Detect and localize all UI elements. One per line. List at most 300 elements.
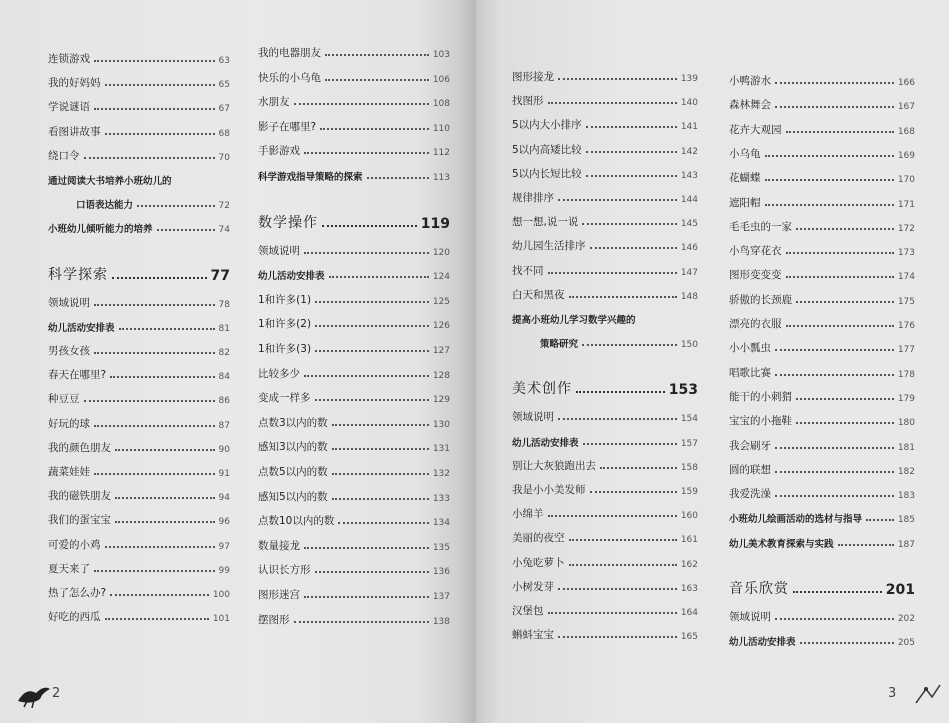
toc-entry-title: 领域说明: [48, 296, 90, 309]
toc-entry: [729, 408, 915, 428]
toc-entry-title: 幼儿园生活排序: [512, 240, 586, 253]
toc-entry: [729, 505, 915, 525]
dot-leader: [119, 328, 215, 330]
toc-page-number: 70: [218, 152, 230, 163]
toc-page-number: 205: [897, 638, 915, 649]
toc-page-number: 77: [210, 267, 230, 284]
dot-leader: [315, 350, 429, 352]
toc-entry-title: 幼儿美术教育探索与实践: [729, 538, 834, 550]
toc-entry-title: 圆的联想: [729, 463, 771, 476]
dot-leader: [775, 349, 894, 351]
toc-entry: [48, 411, 230, 431]
toc-entry-title: 小小瓢虫: [729, 342, 771, 355]
toc-entry-title: 快乐的小乌龟: [258, 71, 321, 84]
toc-entry: [729, 190, 915, 210]
toc-entry-title: 图形变变变: [729, 269, 782, 282]
toc-entry: [512, 258, 698, 278]
toc-entry: [512, 306, 698, 326]
dot-leader: [558, 418, 677, 420]
toc-entry-title: 毛毛虫的一家: [729, 220, 792, 233]
toc-entry-title: 热了怎么办?: [48, 587, 107, 599]
dot-leader: [94, 352, 215, 354]
toc-page-number: 159: [680, 487, 698, 497]
toc-entry: [48, 94, 230, 114]
page-number-right: 3: [888, 686, 897, 701]
toc-entry: [729, 384, 915, 404]
toc-page-number: 158: [680, 462, 698, 473]
toc-entry: [258, 533, 450, 553]
toc-entry-title: 5以内长短比较: [512, 167, 582, 180]
toc-page-number: 168: [897, 126, 915, 137]
toc-page-number: 94: [218, 493, 230, 504]
dot-leader: [558, 636, 677, 638]
toc-page-number: 84: [218, 372, 230, 383]
toc-entry: [48, 604, 230, 624]
toc-page-number: 150: [680, 340, 698, 351]
bird-icon: [14, 679, 54, 709]
toc-entry: [729, 335, 915, 355]
toc-entry: [258, 508, 450, 528]
toc-entry-title: 春天在哪里?: [48, 369, 107, 382]
toc-entry-title: 变成一样多: [258, 392, 311, 405]
toc-page-number: 142: [680, 146, 698, 157]
dot-leader: [294, 621, 429, 623]
dot-leader: [94, 473, 215, 475]
dot-leader: [332, 424, 429, 426]
dot-leader: [765, 204, 894, 206]
toc-entry: [258, 238, 450, 258]
toc-entry: [512, 233, 698, 253]
toc-entry: [48, 215, 230, 235]
toc-entry-title: 1和许多(1): [258, 293, 312, 306]
toc-page-number: 100: [212, 590, 230, 600]
dot-leader: [332, 473, 429, 475]
dot-leader: [105, 546, 215, 548]
toc-entry-title: 小绵羊: [512, 508, 544, 521]
right-page: [476, 0, 949, 723]
toc-entry: [729, 117, 915, 137]
toc-entry-title: 感知3以内的数: [258, 441, 328, 454]
dot-leader: [115, 449, 215, 451]
toc-entry-title: 别让大灰狼跑出去: [512, 459, 596, 472]
bird-icon: [910, 679, 944, 709]
toc-page-number: 179: [897, 393, 915, 404]
dot-leader: [796, 228, 894, 230]
toc-page-number: 174: [897, 272, 915, 283]
toc-entry: [258, 287, 450, 307]
toc-entry-title: 小鸟穿花衣: [729, 245, 782, 258]
toc-entry-title: 领域说明: [729, 611, 771, 623]
dot-leader: [332, 498, 429, 500]
dot-leader: [315, 399, 429, 401]
toc-section-heading: [258, 208, 450, 232]
toc-entry: [258, 311, 450, 331]
toc-entry: [512, 477, 698, 497]
toc-entry-title: 口语表达能力: [76, 200, 134, 212]
toc-entry: [48, 290, 230, 310]
toc-page-number: 72: [218, 201, 230, 212]
toc-section-heading: [48, 260, 230, 284]
dot-leader: [112, 277, 207, 279]
toc-entry: [258, 459, 450, 479]
toc-entry: [729, 311, 915, 331]
toc-entry-title: 影子在哪里?: [258, 120, 317, 133]
dot-leader: [320, 128, 429, 130]
toc-page-number: 144: [680, 195, 698, 205]
toc-entry-title: 学说谜语: [48, 101, 90, 114]
toc-page-number: 140: [680, 98, 698, 109]
dot-leader: [304, 152, 429, 154]
dot-leader: [84, 157, 215, 159]
dot-leader: [590, 247, 677, 249]
toc-page-number: 127: [432, 346, 450, 356]
toc-section-heading: [729, 574, 915, 598]
dot-leader: [94, 570, 215, 572]
toc-entry-title: 图形接龙: [512, 71, 554, 83]
toc-page-number: 97: [218, 541, 230, 552]
toc-entry: [512, 574, 698, 594]
toc-page-number: 187: [897, 539, 915, 550]
toc-page-number: 82: [218, 348, 230, 358]
toc-entry: [258, 410, 450, 430]
toc-entry: [258, 89, 450, 109]
toc-entry: [258, 114, 450, 134]
dot-leader: [548, 612, 677, 614]
dot-leader: [548, 515, 677, 517]
toc-page-number: 164: [680, 608, 698, 618]
toc-page-number: 81: [218, 323, 230, 334]
dot-leader: [315, 571, 429, 573]
toc-page-number: 177: [897, 345, 915, 356]
toc-entry: [512, 550, 698, 570]
toc-page-number: 133: [432, 493, 450, 504]
toc-page-number: 178: [897, 369, 915, 380]
toc-entry-title: 花卉大观园: [729, 123, 782, 136]
toc-entry-title: 绕口令: [48, 149, 80, 162]
dot-leader: [367, 177, 429, 179]
dot-leader: [115, 497, 215, 499]
dot-leader: [569, 564, 677, 566]
toc-entry-title: 领域说明: [512, 411, 554, 424]
toc-page-number: 135: [432, 542, 450, 553]
toc-page-number: 185: [897, 515, 915, 526]
toc-entry-title: 小班幼儿倾听能力的培养: [48, 224, 153, 236]
dot-leader: [304, 252, 429, 254]
toc-entry-title: 幼儿活动安排表: [512, 437, 579, 449]
toc-page-number: 87: [218, 420, 230, 431]
toc-entry: [512, 404, 698, 424]
dot-leader: [793, 591, 882, 593]
toc-entry: [512, 161, 698, 181]
dot-leader: [157, 229, 215, 231]
dot-leader: [775, 106, 894, 108]
toc-page-number: 147: [680, 267, 698, 278]
toc-entry-title: 唱歌比赛: [729, 366, 771, 379]
toc-entry: [258, 65, 450, 85]
dot-leader: [137, 205, 215, 207]
toc-page-number: 170: [897, 175, 915, 186]
toc-page-number: 110: [432, 123, 450, 134]
toc-entry: [729, 481, 915, 501]
toc-entry: [48, 314, 230, 334]
dot-leader: [115, 521, 215, 523]
toc-page-number: 157: [680, 438, 698, 449]
toc-entry: [512, 330, 698, 350]
dot-leader: [94, 108, 215, 110]
toc-entry: [48, 338, 230, 358]
toc-entry: [729, 433, 915, 453]
toc-entry-title: 音乐欣赏: [729, 581, 789, 597]
toc-entry-title: 幼儿活动安排表: [729, 637, 796, 649]
toc-page-number: 183: [897, 491, 915, 502]
toc-page-number: 172: [897, 223, 915, 234]
toc-entry: [512, 137, 698, 157]
toc-page-number: 106: [432, 74, 450, 85]
dot-leader: [582, 223, 676, 225]
toc-entry: [48, 556, 230, 576]
toc-page-number: 129: [432, 395, 450, 406]
toc-page-number: 202: [897, 614, 915, 624]
toc-entry-title: 我的电器朋友: [258, 47, 321, 59]
toc-entry-title: 小乌龟: [729, 147, 761, 160]
toc-entry-title: 男孩女孩: [48, 345, 90, 357]
toc-page-number: 132: [432, 469, 450, 479]
toc-page-number: 78: [218, 299, 230, 310]
dot-leader: [304, 547, 429, 549]
dot-leader: [765, 155, 894, 157]
toc-entry-title: 数学操作: [258, 214, 318, 231]
toc-entry-title: 策略研究: [540, 339, 579, 351]
toc-entry-title: 连锁游戏: [48, 53, 90, 65]
dot-leader: [765, 179, 894, 181]
dot-leader: [94, 60, 215, 62]
toc-page-number: 101: [212, 614, 230, 625]
toc-entry: [48, 362, 230, 382]
toc-entry-title: 种豆豆: [48, 393, 80, 406]
toc-entry: [512, 501, 698, 521]
dot-leader: [105, 618, 209, 620]
toc-entry-title: 小班幼儿绘画活动的选材与指导: [729, 514, 863, 526]
toc-page-number: 65: [218, 80, 230, 91]
toc-entry: [512, 64, 698, 84]
toc-entry-title: 想一想,说一说: [512, 216, 579, 229]
dot-leader: [576, 391, 665, 393]
toc-entry: [48, 532, 230, 552]
toc-page-number: 103: [432, 50, 450, 60]
toc-entry: [512, 598, 698, 618]
toc-page-number: 134: [432, 518, 450, 529]
toc-page-number: 119: [420, 215, 450, 232]
toc-entry: [258, 163, 450, 183]
toc-page-number: 165: [680, 632, 698, 643]
toc-page-number: 113: [432, 173, 450, 183]
toc-page-number: 143: [680, 170, 698, 181]
toc-entry-title: 找图形: [512, 95, 544, 108]
toc-page-number: 136: [432, 567, 450, 578]
toc-page-number: 67: [218, 104, 230, 115]
dot-leader: [329, 276, 429, 278]
dot-leader: [94, 304, 215, 306]
toc-page-number: 68: [218, 128, 230, 139]
toc-page-number: 125: [432, 296, 450, 307]
toc-entry: [48, 459, 230, 479]
dot-leader: [800, 642, 894, 644]
dot-leader: [338, 522, 428, 524]
toc-entry: [729, 457, 915, 477]
toc-entry: [48, 483, 230, 503]
toc-page-number: 180: [897, 418, 915, 429]
toc-entry: [512, 429, 698, 449]
dot-leader: [94, 425, 215, 427]
dot-leader: [838, 544, 894, 546]
toc-page-number: 173: [897, 248, 915, 259]
toc-entry-title: 蝌蚪宝宝: [512, 629, 554, 642]
toc-page-number: 108: [432, 99, 450, 110]
toc-entry-title: 能干的小刺猬: [729, 390, 792, 403]
dot-leader: [332, 448, 429, 450]
toc-entry-title: 可爱的小鸡: [48, 538, 101, 551]
toc-entry-title: 美术创作: [512, 381, 572, 398]
dot-leader: [586, 175, 677, 177]
dot-leader: [775, 374, 894, 376]
dot-leader: [558, 588, 677, 590]
toc-entry: [258, 262, 450, 282]
toc-entry-title: 找不同: [512, 264, 544, 277]
toc-page-number: 171: [897, 199, 915, 210]
toc-entry: [729, 165, 915, 185]
toc-entry-title: 5以内高矮比较: [512, 143, 582, 156]
toc-entry-title: 1和许多(2): [258, 318, 312, 331]
toc-page-number: 131: [432, 444, 450, 455]
dot-leader: [775, 82, 894, 84]
toc-page-number: 120: [432, 247, 450, 258]
toc-section-heading: [512, 374, 698, 398]
toc-entry: [729, 214, 915, 234]
toc-page-number: 126: [432, 321, 450, 332]
dot-leader: [796, 301, 894, 303]
toc-entry-title: 通过阅读大书培养小班幼儿的: [48, 176, 172, 187]
toc-entry: [48, 119, 230, 139]
toc-entry: [729, 238, 915, 258]
dot-leader: [786, 252, 894, 254]
dot-leader: [558, 199, 677, 201]
dot-leader: [775, 495, 894, 497]
dot-leader: [548, 272, 677, 274]
toc-page-number: 154: [680, 414, 698, 425]
dot-leader: [325, 54, 429, 56]
toc-entry-title: 看图讲故事: [48, 125, 101, 138]
toc-entry-title: 遮阳帽: [729, 196, 761, 209]
toc-entry: [48, 70, 230, 90]
toc-page-number: 161: [680, 535, 698, 546]
toc-entry: [258, 40, 450, 60]
toc-page-number: 90: [218, 444, 230, 455]
toc-page-number: 128: [432, 370, 450, 381]
toc-entry-title: 漂亮的衣服: [729, 318, 782, 330]
toc-entry: [258, 336, 450, 356]
toc-entry-title: 好吃的西瓜: [48, 611, 101, 624]
toc-page-number: 160: [680, 511, 698, 522]
toc-entry-title: 好玩的球: [48, 417, 90, 430]
toc-page-number: 162: [680, 559, 698, 570]
dot-leader: [582, 344, 677, 346]
dot-leader: [325, 79, 429, 81]
toc-page-number: 130: [432, 419, 450, 430]
toc-entry: [258, 361, 450, 381]
toc-page-number: 163: [680, 583, 698, 594]
toc-page-number: 96: [218, 517, 230, 528]
dot-leader: [786, 276, 894, 278]
toc-entry-title: 规律排序: [512, 192, 554, 204]
dot-leader: [105, 133, 215, 135]
toc-page-number: 167: [897, 102, 915, 113]
toc-entry: [258, 557, 450, 577]
toc-page-number: 141: [680, 122, 698, 133]
toc-page-number: 137: [432, 592, 450, 602]
toc-page-number: 146: [680, 243, 698, 254]
toc-entry-title: 白天和黑夜: [512, 288, 565, 301]
toc-entry-title: 点数3以内的数: [258, 416, 328, 429]
dot-leader: [548, 102, 677, 104]
toc-page-number: 166: [897, 78, 915, 88]
dot-leader: [786, 131, 894, 133]
toc-entry: [48, 580, 230, 600]
toc-entry-title: 科学游戏指导策略的探索: [258, 172, 363, 183]
dot-leader: [322, 225, 417, 227]
toc-page-number: 181: [897, 442, 915, 453]
toc-entry-title: 幼儿活动安排表: [258, 271, 325, 283]
toc-entry: [48, 386, 230, 406]
toc-entry: [258, 484, 450, 504]
toc-entry-title: 科学探索: [48, 266, 108, 283]
toc-entry: [48, 143, 230, 163]
toc-entry-title: 汉堡包: [512, 605, 544, 617]
toc-entry-title: 花蝴蝶: [729, 172, 761, 185]
toc-entry-title: 我会刷牙: [729, 439, 771, 452]
toc-entry-title: 我的好妈妈: [48, 77, 101, 90]
dot-leader: [84, 400, 215, 402]
dot-leader: [590, 491, 677, 493]
dot-leader: [304, 596, 429, 598]
toc-entry-title: 小鸭游水: [729, 75, 771, 87]
toc-entry: [729, 360, 915, 380]
dot-leader: [315, 301, 429, 303]
toc-entry: [258, 607, 450, 627]
toc-entry: [512, 282, 698, 302]
dot-leader: [786, 325, 894, 327]
toc-entry-title: 摆图形: [258, 613, 290, 626]
toc-page-number: 139: [680, 74, 698, 84]
dot-leader: [558, 78, 677, 80]
toc-entry: [48, 435, 230, 455]
dot-leader: [796, 422, 894, 424]
toc-entry: [729, 287, 915, 307]
toc-entry: [729, 92, 915, 112]
toc-page-number: 182: [897, 466, 915, 477]
dot-leader: [583, 443, 677, 445]
toc-entry-title: 提高小班幼儿学习数学兴趣的: [512, 315, 636, 326]
toc-entry: [512, 525, 698, 545]
toc-entry-title: 感知5以内的数: [258, 490, 328, 503]
toc-entry: [258, 434, 450, 454]
dot-leader: [775, 471, 894, 473]
dot-leader: [866, 519, 894, 521]
toc-entry: [512, 112, 698, 132]
toc-page-number: 124: [432, 272, 450, 283]
dot-leader: [569, 296, 677, 298]
toc-entry-title: 数量接龙: [258, 539, 300, 552]
toc-page-number: 169: [897, 150, 915, 161]
